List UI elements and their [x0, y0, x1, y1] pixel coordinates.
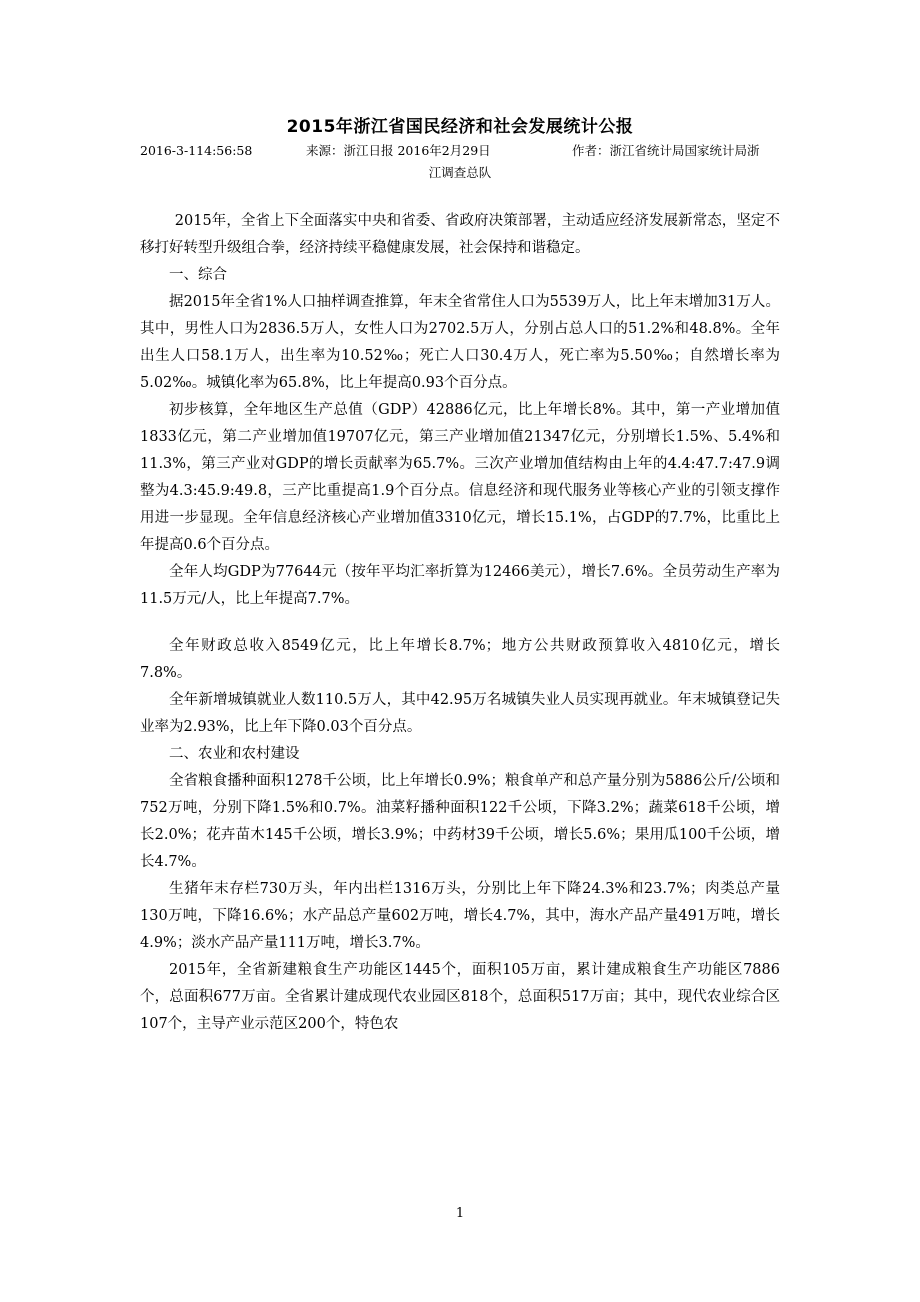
per-capita-gdp-paragraph: 全年人均GDP为77644元（按年平均汇率折算为12466美元），增长7.6%。全员劳动生产率为11.5万元/人，比上年提高7.7%。 [140, 564, 780, 607]
section-heading-agriculture: 二、农业和农村建设 [169, 746, 300, 762]
document-body [140, 208, 780, 1038]
paragraph-gap [140, 613, 780, 633]
intro-paragraph: 2015年，全省上下全面落实中央和省委、省政府决策部署，主动适应经济发展新常态，坚定不移打好转型升级组合拳，经济持续平稳健康发展，社会保持和谐稳定。 [140, 213, 780, 256]
source-line: 来源：浙江日报 2016年2月29日 [306, 143, 491, 158]
livestock-paragraph: 生猪年末存栏730万头，年内出栏1316万头，分别比上年下降24.3%和23.7%；肉类总产量130万吨，下降16.6%；水产品总产量602万吨，增长4.7%，其中，海水产品产量491万吨，增长4.9%；淡水产品产量111万吨，增长3.7%。 [140, 881, 780, 951]
agricultural-zones-paragraph: 2015年，全省新建粮食生产功能区1445个，面积105万亩，累计建成粮食生产功能区7886个，总面积677万亩。全省累计建成现代农业园区818个，总面积517万亩；其中，现代农业综合区107个，主导产业示范区200个，特色农 [140, 962, 780, 1032]
page-number: 1 [455, 1206, 465, 1221]
publish-date: 2016-3-114:56:58 [140, 143, 253, 158]
employment-paragraph: 全年新增城镇就业人数110.5万人，其中42.95万名城镇失业人员实现再就业。年末城镇登记失业率为2.93%，比上年下降0.03个百分点。 [140, 692, 780, 735]
section-heading-general: 一、综合 [169, 267, 227, 283]
fiscal-revenue-paragraph: 全年财政总收入8549亿元，比上年增长8.7%；地方公共财政预算收入4810亿元，增长7.8%。 [140, 638, 780, 681]
crops-paragraph: 全省粮食播种面积1278千公顷，比上年增长0.9%；粮食单产和总产量分别为5886公斤/公顷和752万吨，分别下降1.5%和0.7%。油菜籽播种面积122千公顷，下降3.2%；蔬菜618千公顷，增长2.0%；花卉苗木145千公顷，增长3.9%；中药材39千公顷，增长5.6%；果用瓜100千公顷，增长4.7%。 [140, 773, 780, 870]
author-line: 作者：浙江省统计局国家统计局浙 [572, 143, 760, 158]
author-line-continued: 江调查总队 [428, 165, 492, 180]
document-title: 2015年浙江省国民经济和社会发展统计公报 [286, 117, 634, 137]
population-paragraph: 据2015年全省1%人口抽样调查推算，年末全省常住人口为5539万人，比上年末增加31万人。其中，男性人口为2836.5万人，女性人口为2702.5万人，分别占总人口的51.2%和48.8%。全年出生人口58.1万人，出生率为10.52‰；死亡人口30.4万人，死亡率为5.50‰；自然增长率为5.02‰。城镇化率为65.8%，比上年提高0.93个百分点。 [140, 294, 780, 391]
gdp-paragraph: 初步核算，全年地区生产总值（GDP）42886亿元，比上年增长8%。其中，第一产业增加值1833亿元，第二产业增加值19707亿元，第三产业增加值21347亿元，分别增长1.5%、5.4%和11.3%，第三产业对GDP的增长贡献率为65.7%。三次产业增加值结构由上年的4.4:47.7:47.9调整为4.3:45.9:49.8，三产比重提高1.9个百分点。信息经济和现代服务业等核心产业的引领支撑作用进一步显现。全年信息经济核心产业增加值3310亿元，增长15.1%，占GDP的7.7%，比重比上年提高0.6个百分点。 [140, 402, 780, 553]
